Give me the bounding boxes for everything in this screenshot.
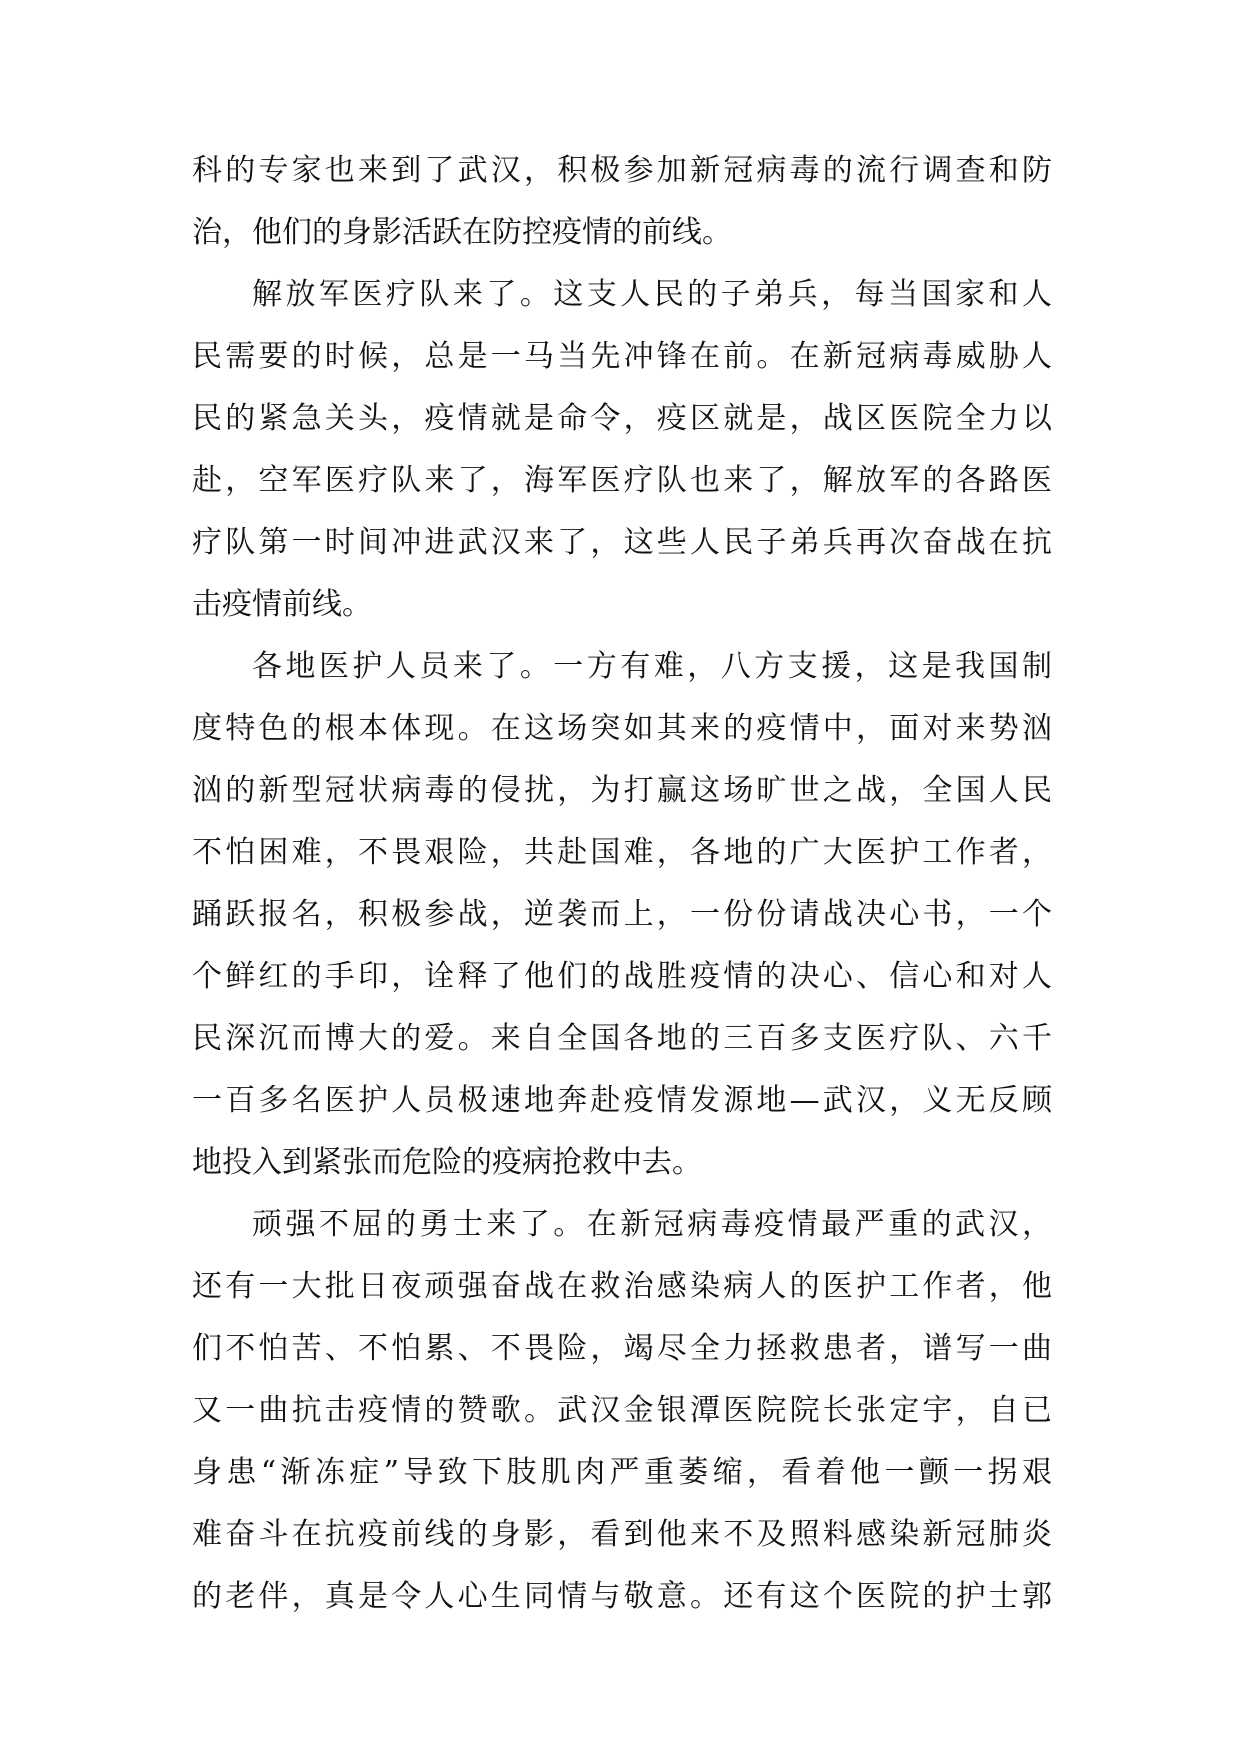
- text-line: 解放军医疗队来了。这支人民的子弟兵，每当国家和人: [252, 277, 1052, 312]
- body-text: [192, 140, 1052, 1628]
- text-line: 民深沉而博大的爱。来自全国各地的三百多支医疗队、六千: [192, 1021, 1052, 1056]
- text-line: 们不怕苦、不怕累、不畏险，竭尽全力拯救患者，谱写一曲: [192, 1331, 1052, 1366]
- text-line: 一百多名医护人员极速地奔赴疫情发源地—武汉，义无反顾: [192, 1083, 1052, 1118]
- text-line: 个鲜红的手印，诠释了他们的战胜疫情的决心、信心和对人: [192, 959, 1052, 994]
- text-line: 疗队第一时间冲进武汉来了，这些人民子弟兵再次奋战在抗: [192, 525, 1052, 560]
- text-line: 民的紧急关头，疫情就是命令，疫区就是，战区医院全力以: [192, 401, 1052, 436]
- text-line: 又一曲抗击疫情的赞歌。武汉金银潭医院院长张定宇，自已: [192, 1393, 1052, 1428]
- text-line: 赴，空军医疗队来了，海军医疗队也来了，解放军的各路医: [192, 463, 1052, 498]
- text-line: 汹的新型冠状病毒的侵扰，为打赢这场旷世之战，全国人民: [192, 773, 1052, 808]
- text-line: 踊跃报名，积极参战，逆袭而上，一份份请战决心书，一个: [192, 897, 1052, 932]
- text-line: 度特色的根本体现。在这场突如其来的疫情中，面对来势汹: [192, 711, 1052, 746]
- text-line: 还有一大批日夜顽强奋战在救治感染病人的医护工作者，他: [192, 1269, 1052, 1304]
- text-line: 身患“渐冻症”导致下肢肌肉严重萎缩，看着他一颤一拐艰: [192, 1455, 1052, 1490]
- text-line: 击疫情前线。: [192, 587, 372, 622]
- text-line: 不怕困难，不畏艰险，共赴国难，各地的广大医护工作者，: [192, 835, 1052, 870]
- text-line: 各地医护人员来了。一方有难，八方支援，这是我国制: [252, 649, 1052, 684]
- text-line: 顽强不屈的勇士来了。在新冠病毒疫情最严重的武汉，: [252, 1207, 1052, 1242]
- text-line: 地投入到紧张而危险的疫病抢救中去。: [192, 1145, 702, 1180]
- text-line: 的老伴，真是令人心生同情与敬意。还有这个医院的护士郭: [192, 1579, 1052, 1614]
- text-line: 难奋斗在抗疫前线的身影，看到他来不及照料感染新冠肺炎: [192, 1517, 1052, 1552]
- text-line: 科的专家也来到了武汉，积极参加新冠病毒的流行调查和防: [192, 153, 1052, 188]
- text-line: 治，他们的身影活跃在防控疫情的前线。: [192, 215, 732, 250]
- text-line: 民需要的时候，总是一马当先冲锋在前。在新冠病毒威胁人: [192, 339, 1052, 374]
